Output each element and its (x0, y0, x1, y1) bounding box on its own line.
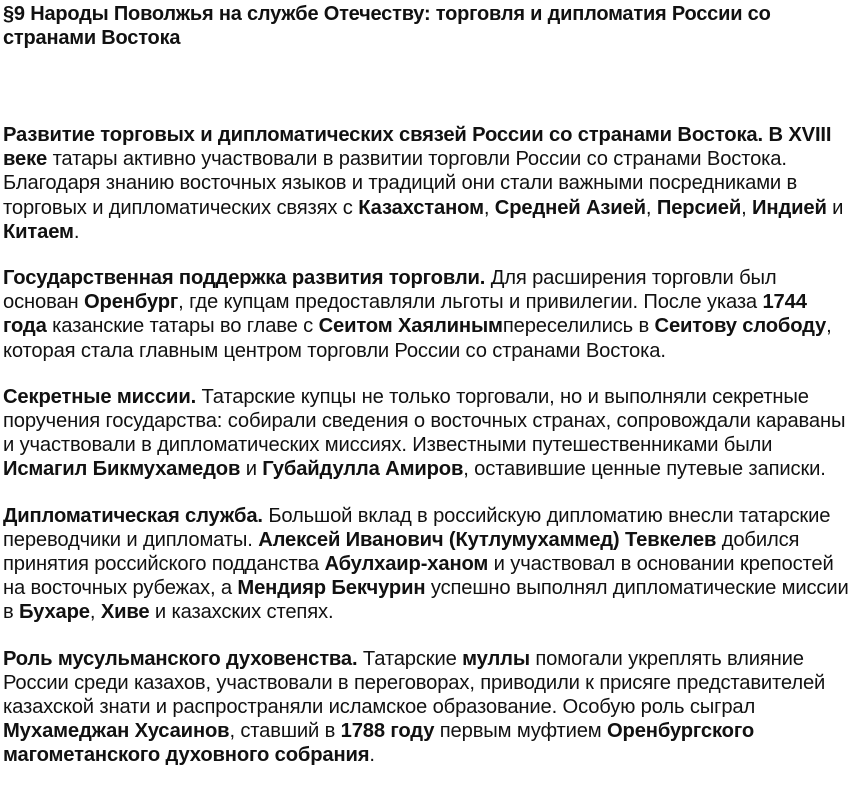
bold-term: Казахстаном (358, 196, 484, 219)
section-heading: Роль мусульманского духовенства. (3, 647, 358, 670)
bold-term: Оренбург (83, 291, 179, 314)
body-text: . (369, 744, 375, 767)
body-text: , где купцам предоставляли льготы и привилегии. После указа (178, 291, 763, 314)
body-text: помогали укреплять влияние России среди казахов, участвовали в переговорах, приводили к присяге представителей казахской знати и распространяли исламское образование. Особую роль сыграл (3, 647, 826, 719)
body-text: и (826, 196, 844, 219)
bold-term: Сеитом Хаялиным (318, 315, 503, 338)
body-text: Татарские купцы не только торговали, но и выполняли секретные поручения государства: собирали сведения о восточных странах, сопровождали караваны и участвовали в дипломатических миссиях. Известными путешественниками были (3, 385, 846, 457)
document-body (3, 123, 852, 768)
bold-term: Алексей Иванович (Кутлумухаммед) Тевкелев (258, 528, 717, 551)
body-text: и (240, 458, 263, 481)
section-paragraph (3, 647, 852, 768)
body-text: , (741, 196, 753, 219)
page-title: §9 Народы Поволжья на службе Отечеству: торговля и дипломатия России со странами Востока (3, 3, 771, 49)
section-heading: Государственная поддержка развития торговли. (3, 267, 486, 290)
bold-term: В XVIII веке (3, 124, 832, 171)
bold-term: Оренбургского магометанского духовного собрания (3, 720, 755, 767)
bold-term: муллы (462, 647, 530, 670)
section-paragraph (3, 504, 852, 625)
body-text: и участвовал в основании крепостей на восточных рубежах, а (3, 553, 834, 600)
bold-term: Бухаре (19, 601, 90, 624)
section-paragraph (3, 266, 852, 363)
bold-term: Китаем (3, 220, 74, 243)
bold-term: Мухамеджан Хусаинов (3, 720, 230, 743)
section-heading: Секретные миссии. (3, 385, 197, 408)
bold-term: Индией (752, 196, 827, 219)
body-text: первым муфтием (434, 720, 607, 743)
body-text: Для расширения торговли был основан (3, 267, 777, 314)
bold-term: Абулхаир-ханом (324, 553, 489, 576)
bold-term: 1788 году (340, 720, 435, 743)
bold-term: Хиве (100, 601, 150, 624)
section-heading: Дипломатическая служба. (3, 504, 263, 527)
body-text: , (89, 601, 101, 624)
body-text: , оставившие ценные путевые записки. (463, 458, 826, 481)
body-text: татары активно участвовали в развитии торговли России со странами Востока. Благодаря знанию восточных языков и традиций они стали важными посредниками в торговых и дипломатических связях с (3, 148, 798, 219)
section-heading: Развитие торговых и дипломатических связей России со странами Востока. (3, 124, 763, 146)
body-text: добился принятия российского подданства (3, 528, 800, 576)
body-text: переселились в (502, 315, 655, 338)
body-text: казанские татары во главе с (46, 315, 319, 338)
body-text: и казахских степях. (149, 601, 334, 624)
bold-term: Исмагил Бикмухамедов (3, 458, 241, 481)
body-text: , ставший в (229, 720, 341, 743)
body-text: . (73, 220, 80, 243)
section-paragraph (3, 385, 852, 482)
bold-term: Мендияр Бекчурин (237, 577, 426, 600)
bold-term: Средней Азией (494, 196, 646, 219)
section-paragraph (3, 123, 852, 244)
body-text: успешно выполнял дипломатические миссии в (3, 577, 849, 624)
body-text: Татарские (357, 647, 463, 670)
body-text: Большой вклад в российскую дипломатию внесли татарские переводчики и дипломаты. (3, 504, 831, 551)
bold-term: 1744 года (3, 291, 807, 338)
body-text: , которая стала главным центром торговли России со странами Востока. (3, 315, 832, 362)
bold-term: Персией (656, 196, 742, 219)
body-text: , (483, 196, 495, 219)
body-text: , (645, 196, 657, 219)
bold-term: Сеитову слободу (654, 315, 827, 338)
bold-term: Губайдулла Амиров (262, 458, 464, 481)
